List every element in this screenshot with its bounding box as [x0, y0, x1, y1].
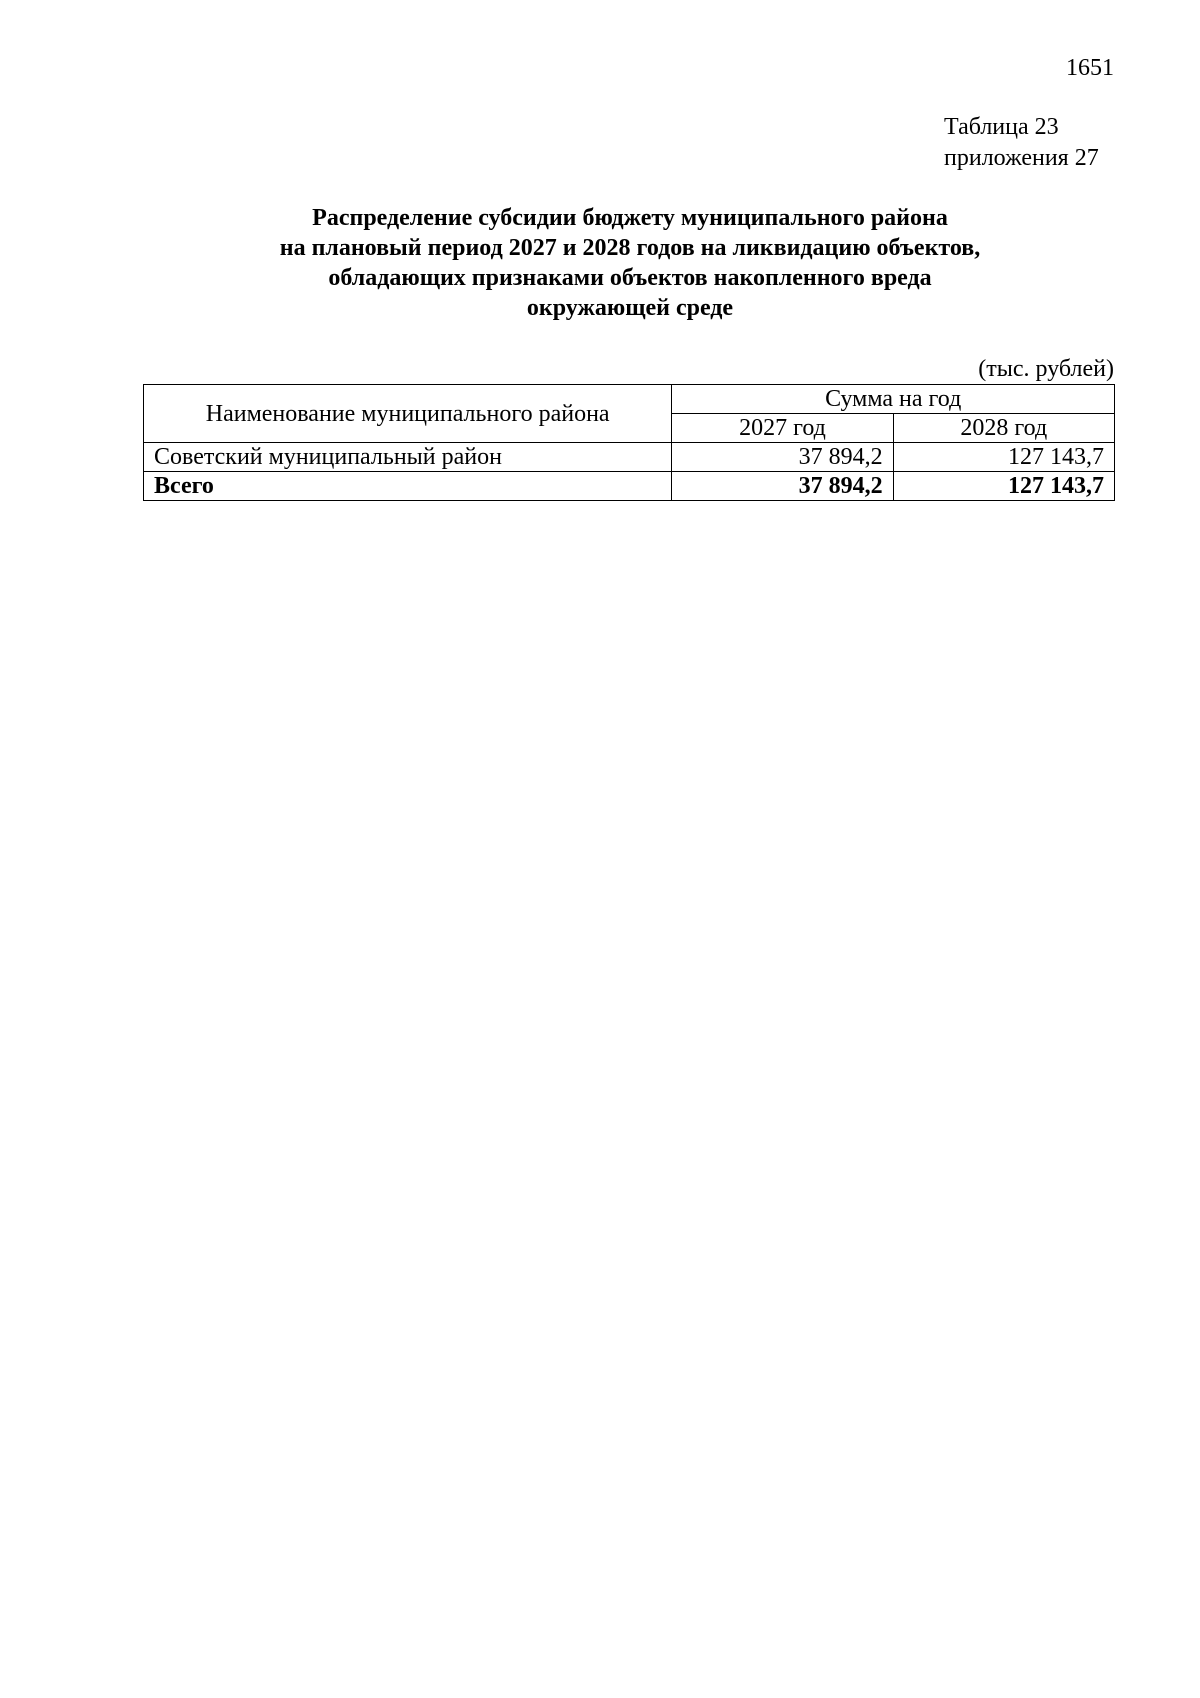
- document-title-line: на плановый период 2027 и 2028 годов на ликвидацию объектов,: [279, 235, 981, 261]
- value-2027-cell: 37 894,2: [672, 443, 893, 472]
- document-title-line: Распределение субсидии бюджету муниципального района: [312, 205, 948, 231]
- header-annual-sum: Сумма на год: [672, 385, 1115, 414]
- total-2027-cell: 37 894,2: [672, 472, 893, 501]
- table-caption: [944, 112, 1099, 174]
- total-2028-cell: 127 143,7: [893, 472, 1114, 501]
- table-total-row: [144, 472, 1115, 501]
- header-district-name: Наименование муниципального района: [144, 385, 672, 443]
- table-header-row: [144, 385, 1115, 414]
- header-year-2028: 2028 год: [893, 414, 1114, 443]
- subsidy-table: [143, 384, 1115, 501]
- document-title-line: обладающих признаками объектов накопленного вреда: [328, 265, 932, 291]
- table-caption-number: Таблица 23: [944, 114, 1059, 140]
- document-title-line: окружающей среде: [526, 295, 734, 321]
- district-name-cell: Советский муниципальный район: [144, 443, 672, 472]
- document-title: [150, 203, 1110, 323]
- total-label-cell: Всего: [144, 472, 672, 501]
- units-label: (тыс. рублей): [978, 356, 1114, 382]
- table-caption-appendix: приложения 27: [944, 145, 1099, 171]
- header-year-2027: 2027 год: [672, 414, 893, 443]
- value-2028-cell: 127 143,7: [893, 443, 1114, 472]
- table-row: [144, 443, 1115, 472]
- page-number: 1651: [1066, 55, 1114, 81]
